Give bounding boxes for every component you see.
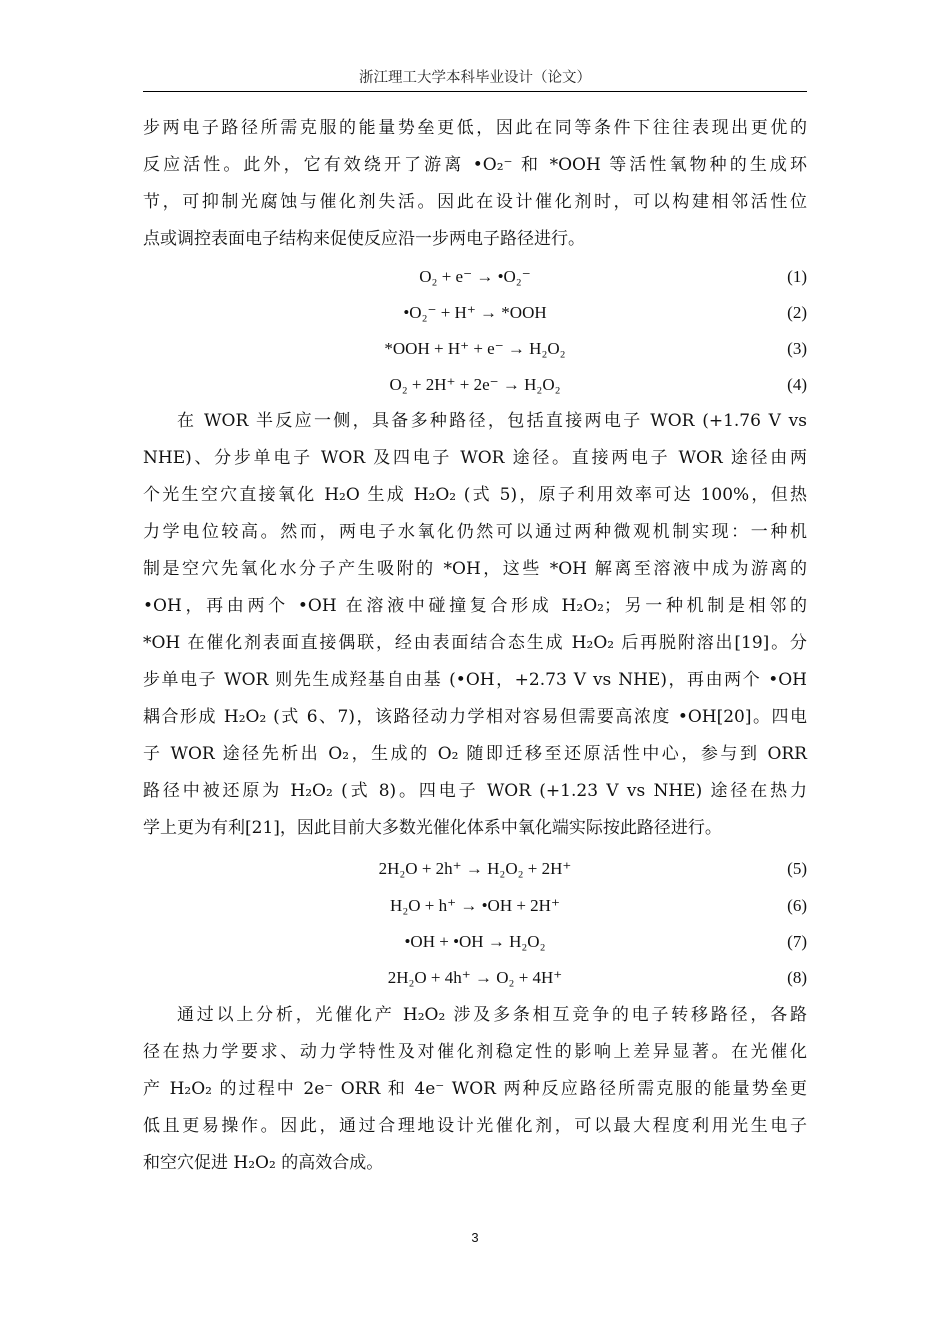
- equation-text: O₂ + 2H⁺ + 2e⁻ → H₂O₂: [389, 375, 561, 394]
- text-line: 点或调控表面电子结构来促使反应沿一步两电子路径进行。: [143, 229, 585, 249]
- text-line: 产 H₂O₂ 的过程中 2e⁻ ORR 和 4e⁻ WOR 两种反应路径所需克服的能量势垒更: [143, 1079, 807, 1099]
- equation-text: 2H₂O + 4h⁺ → O₂ + 4H⁺: [387, 968, 563, 987]
- equation-text: H₂O + h⁺ → •OH + 2H⁺: [390, 896, 560, 915]
- equation-number: (4): [787, 375, 807, 394]
- paragraph-2: [143, 403, 807, 847]
- text-line: 力学电位较高。然而，两电子水氧化仍然可以通过两种微观机制实现：一种机: [143, 522, 807, 542]
- text-line: 反应活性。此外，它有效绕开了游离 •O₂⁻ 和 *OOH 等活性氧物种的生成环: [143, 155, 807, 175]
- text-line: 步单电子 WOR 则先生成羟基自由基 (•OH，+2.73 V vs NHE)，再由两个 •OH: [143, 670, 807, 690]
- text-line: 学上更为有利[21]，因此目前大多数光催化体系中氧化端实际按此路径进行。: [143, 818, 722, 838]
- equation-3: [143, 331, 807, 367]
- page-header: 浙江理工大学本科毕业设计（论文）: [143, 66, 807, 92]
- equation-2: [143, 295, 807, 331]
- text-line: NHE)、分步单电子 WOR 及四电子 WOR 途径。直接两电子 WOR 途径由两: [143, 448, 807, 468]
- equation-text: O₂ + e⁻ → •O₂⁻: [419, 267, 531, 286]
- text-line: 在 WOR 半反应一侧，具备多种路径，包括直接两电子 WOR (+1.76 V vs: [177, 411, 807, 431]
- text-line: 和空穴促进 H₂O₂ 的高效合成。: [143, 1153, 384, 1173]
- text-line: 通过以上分析，光催化产 H₂O₂ 涉及多条相互竞争的电子转移路径，各路: [177, 1005, 807, 1025]
- text-line: 子 WOR 途径先析出 O₂，生成的 O₂ 随即迁移至还原活性中心，参与到 ORR: [143, 744, 807, 764]
- equation-4: [143, 367, 807, 403]
- text-line: 低且更易操作。因此，通过合理地设计光催化剂，可以最大程度利用光生电子: [143, 1116, 807, 1136]
- equation-number: (8): [787, 968, 807, 987]
- equation-text: •OH + •OH → H₂O₂: [404, 932, 546, 951]
- text-line: 耦合形成 H₂O₂ (式 6、7)，该路径动力学相对容易但需要高浓度 •OH[20]。四电: [143, 707, 807, 727]
- equation-text: *OOH + H⁺ + e⁻ → H₂O₂: [384, 339, 566, 358]
- equation-text: •O₂⁻ + H⁺ → *OOH: [403, 303, 547, 322]
- equation-7: [143, 924, 807, 960]
- text-line: 节，可抑制光腐蚀与催化剂失活。因此在设计催化剂时，可以构建相邻活性位: [143, 192, 807, 212]
- paragraph-1: [143, 110, 807, 258]
- text-line: •OH，再由两个 •OH 在溶液中碰撞复合形成 H₂O₂；另一种机制是相邻的: [143, 596, 807, 616]
- equation-6: [143, 888, 807, 924]
- text-line: *OH 在催化剂表面直接偶联，经由表面结合态生成 H₂O₂ 后再脱附溶出[19]。分: [143, 633, 807, 653]
- equation-number: (1): [787, 267, 807, 286]
- text-line: 步两电子路径所需克服的能量势垒更低，因此在同等条件下往往表现出更优的: [143, 118, 807, 138]
- equation-5: [143, 851, 807, 887]
- equation-number: (5): [787, 859, 807, 878]
- text-line: 路径中被还原为 H₂O₂ (式 8)。四电子 WOR (+1.23 V vs NHE) 途径在热力: [143, 781, 807, 801]
- equation-number: (6): [787, 896, 807, 915]
- equation-1: [143, 259, 807, 295]
- equation-number: (7): [787, 932, 807, 951]
- equation-8: [143, 960, 807, 996]
- equation-text: 2H₂O + 2h⁺ → H₂O₂ + 2H⁺: [378, 859, 572, 878]
- text-line: 制是空穴先氧化水分子产生吸附的 *OH，这些 *OH 解离至溶液中成为游离的: [143, 559, 807, 579]
- text-line: 个光生空穴直接氧化 H₂O 生成 H₂O₂ (式 5)，原子利用效率可达 100%，但热: [143, 485, 807, 505]
- page-number: 3: [471, 1230, 479, 1245]
- text-line: 径在热力学要求、动力学特性及对催化剂稳定性的影响上差异显著。在光催化: [143, 1042, 807, 1062]
- paragraph-3: [143, 997, 807, 1182]
- equation-number: (3): [787, 339, 807, 358]
- equation-number: (2): [787, 303, 807, 322]
